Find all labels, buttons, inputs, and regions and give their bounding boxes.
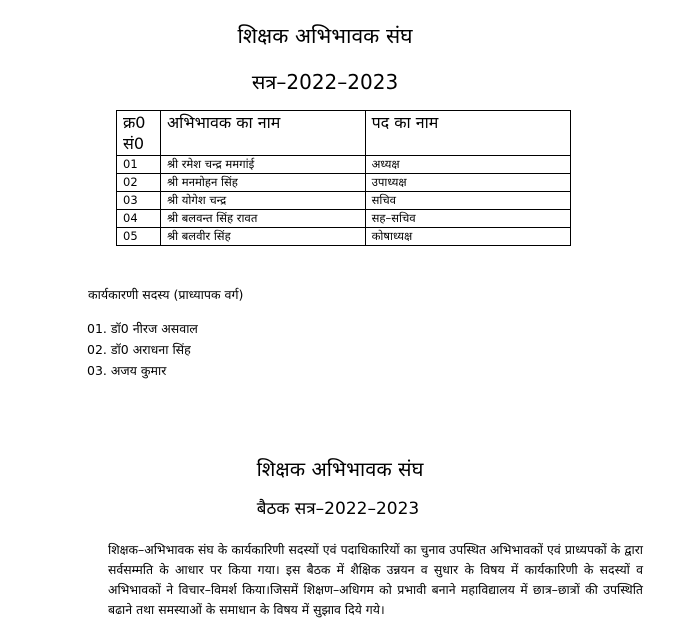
meeting-title: शिक्षक अभिभावक संघ <box>256 457 424 481</box>
cell-name: श्री बलवन्त सिंह रावत <box>160 210 365 228</box>
cell-sno: 05 <box>117 228 161 246</box>
column-header-post: पद का नाम <box>365 111 570 156</box>
table-row <box>117 192 571 210</box>
cell-post: अध्यक्ष <box>365 156 570 174</box>
session-heading: सत्र–2022–2023 <box>251 70 399 94</box>
cell-name: श्री मनमोहन सिंह <box>160 174 365 192</box>
cell-name: श्री बलवीर सिंह <box>160 228 365 246</box>
meeting-session: बैठक सत्र–2022–2023 <box>256 499 420 519</box>
cell-post: कोषाध्यक्ष <box>365 228 570 246</box>
committee-list <box>87 318 198 381</box>
list-item: 03. अजय कुमार <box>87 363 167 378</box>
table-row <box>117 228 571 246</box>
cell-sno: 04 <box>117 210 161 228</box>
column-header-name: अभिभावक का नाम <box>160 111 365 156</box>
cell-sno: 03 <box>117 192 161 210</box>
table-header-row <box>117 111 571 156</box>
table-row <box>117 156 571 174</box>
list-item: 02. डॉ0 अराधना सिंह <box>87 342 191 357</box>
cell-sno: 02 <box>117 174 161 192</box>
cell-name: श्री योगेश चन्द्र <box>160 192 365 210</box>
committee-label: कार्यकारणी सदस्य (प्राध्यापक वर्ग) <box>88 287 244 302</box>
cell-post: सह–सचिव <box>365 210 570 228</box>
list-item: 01. डॉ0 नीरज असवाल <box>87 321 198 336</box>
table-row <box>117 210 571 228</box>
page-title: शिक्षक अभिभावक संघ <box>237 24 413 48</box>
cell-post: उपाध्यक्ष <box>365 174 570 192</box>
table-row <box>117 174 571 192</box>
cell-name: श्री रमेश चन्द्र ममगांई <box>160 156 365 174</box>
cell-sno: 01 <box>117 156 161 174</box>
members-table <box>116 110 571 246</box>
meeting-paragraph: शिक्षक–अभिभावक संघ के कार्यकारिणी सदस्यों एवं पदाधिकारियों का चुनाव उपस्थित अभिभावकों एवं प्राध्यपकों के द्वारा सर्वसम्मति के आधार पर किया गया। इस बैठक में शैक्षिक उन्नयन व सुधार के विषय में कार्यकारिणी के सदस्यों व अभिभावकों ने विचार–विमर्श किया।जिसमें शिक्षण–अधिगम को प्रभावी बनाने महाविद्यालय में छात्र–छात्रों की उपस्थिति बढाने तथा समस्याओं के समाधान के विषय में सुझाव दिये गये। <box>108 542 643 617</box>
column-header-sno: क्र0 सं0 <box>117 111 161 156</box>
cell-post: सचिव <box>365 192 570 210</box>
